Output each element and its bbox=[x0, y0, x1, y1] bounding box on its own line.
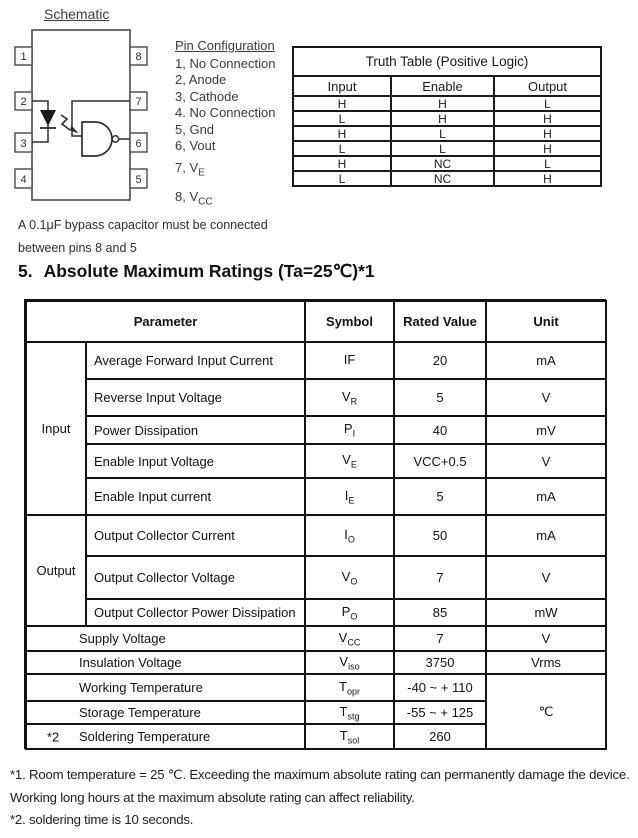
group-input: Input bbox=[26, 342, 86, 515]
truth-table-title: Truth Table (Positive Logic) bbox=[293, 47, 601, 76]
header-rated-value: Rated Value bbox=[394, 301, 486, 342]
symbol-cell: $V_E$ bbox=[305, 444, 394, 478]
footnote-2: *2. soldering time is 10 seconds. bbox=[10, 812, 194, 828]
header-unit: Unit bbox=[486, 301, 606, 342]
led-triangle bbox=[40, 110, 56, 126]
symbol-cell: $I_O$ bbox=[305, 515, 394, 556]
pin-number-6: 6 bbox=[135, 138, 142, 150]
note-line-2: between pins 8 and 5 bbox=[18, 240, 137, 255]
table-row: Storage Temperature $T_{stg}$ -55 ~ + 125 bbox=[26, 701, 606, 724]
group-output: Output bbox=[26, 515, 86, 626]
pin-number-5: 5 bbox=[135, 174, 142, 186]
pin-boxes-right bbox=[130, 47, 147, 188]
footnotes bbox=[10, 764, 630, 832]
symbol-cell: $V_R$ bbox=[305, 379, 394, 416]
symbol-cell: $V_{iso}$ bbox=[305, 651, 394, 674]
table-row: Enable Input Voltage $V_E$ VCC+0.5 V bbox=[26, 444, 606, 478]
pin-config-item-3: 3, Cathode bbox=[175, 88, 239, 104]
pin-boxes-left bbox=[15, 47, 32, 188]
table-row: Insulation Voltage $V_{iso}$ 3750 Vrms bbox=[26, 651, 606, 674]
ratings-table bbox=[25, 300, 607, 750]
truth-table-col-input: Input bbox=[293, 76, 391, 96]
gate-symbol bbox=[82, 122, 112, 156]
pin-number-2: 2 bbox=[20, 96, 27, 108]
enable-wire bbox=[72, 101, 130, 136]
gate-output-bubble bbox=[112, 136, 118, 142]
truth-table bbox=[292, 46, 602, 187]
pin-number-3: 3 bbox=[20, 138, 27, 150]
symbol-cell: $T_{sol}$ bbox=[305, 724, 394, 749]
section-number: 5. bbox=[18, 261, 33, 281]
table-row: Input Average Forward Input Current IF 20 mA bbox=[26, 342, 606, 379]
pin-configuration bbox=[175, 38, 275, 211]
light-arrow-icon bbox=[61, 115, 79, 135]
schematic-title: Schematic bbox=[44, 6, 110, 22]
truth-table-row: H NC L bbox=[293, 156, 601, 171]
table-row: Power Dissipation $P_I$ 40 mV bbox=[26, 416, 606, 444]
bypass-capacitor-note bbox=[18, 214, 268, 259]
pin-config-item-8: 8, $V_{CC}$ bbox=[175, 188, 213, 208]
pin-number-8: 8 bbox=[135, 51, 142, 63]
table-row: Reverse Input Voltage $V_R$ 5 V bbox=[26, 379, 606, 416]
table-row: Output Output Collector Current $I_O$ 50 mA bbox=[26, 515, 606, 556]
pin-configuration-title: Pin Configuration bbox=[175, 38, 275, 53]
truth-table-row: L NC H bbox=[293, 171, 601, 186]
symbol-cell: $P_O$ bbox=[305, 599, 394, 626]
note-line-1: A 0.1μF bypass capacitor must be connected bbox=[18, 218, 268, 232]
truth-table-row: H H L bbox=[293, 96, 601, 111]
symbol-cell: $I_E$ bbox=[305, 478, 394, 515]
truth-table-row: L L H bbox=[293, 141, 601, 156]
symbol-cell: $V_{CC}$ bbox=[305, 626, 394, 651]
symbol-cell: $T_{opr}$ bbox=[305, 674, 394, 701]
unit-celsius-cell: ℃ bbox=[486, 674, 606, 749]
symbol-cell: $V_O$ bbox=[305, 556, 394, 599]
header-symbol: Symbol bbox=[305, 301, 394, 342]
symbol-cell: $T_{stg}$ bbox=[305, 701, 394, 724]
truth-table-col-enable: Enable bbox=[391, 76, 494, 96]
header-parameter: Parameter bbox=[26, 301, 305, 342]
pin-number-7: 7 bbox=[135, 96, 142, 108]
pin-config-item-1: 1, No Connection bbox=[175, 55, 276, 71]
ratings-header-row bbox=[26, 301, 606, 342]
led-wires bbox=[32, 101, 48, 142]
section-heading bbox=[18, 261, 375, 282]
footnote-ref: *2 bbox=[47, 729, 60, 744]
table-row: *2 Soldering Temperature $T_{sol}$ 260 bbox=[26, 724, 606, 749]
table-row: Supply Voltage $V_{CC}$ 7 V bbox=[26, 626, 606, 651]
symbol-cell: IF bbox=[305, 342, 394, 379]
truth-table-col-output: Output bbox=[494, 76, 601, 96]
pin-config-item-5: 5, Gnd bbox=[175, 121, 215, 137]
schematic-diagram bbox=[14, 26, 150, 208]
section-title: Absolute Maximum Ratings (Ta=25℃)*1 bbox=[43, 261, 375, 281]
table-row: Working Temperature $T_{opr}$ -40 ~ + 110 ℃ bbox=[26, 674, 606, 701]
pin-number-1: 1 bbox=[20, 51, 27, 63]
footnote-1: *1. Room temperature = 25 ℃. Exceeding the maximum absolute rating can permanently damage the device. bbox=[10, 767, 630, 782]
table-row: Output Collector Power Dissipation $P_O$ 85 mW bbox=[26, 599, 606, 626]
table-row: Enable Input current $I_E$ 5 mA bbox=[26, 478, 606, 515]
pin-config-item-4: 4. No Connection bbox=[175, 105, 276, 120]
pin-number-4: 4 bbox=[20, 174, 27, 186]
pin-config-item-6: 6, Vout bbox=[175, 138, 216, 153]
truth-table-row: H L H bbox=[293, 126, 601, 141]
truth-table-row: L H H bbox=[293, 111, 601, 126]
pin-config-item-2: 2, Anode bbox=[175, 72, 227, 87]
soldering-parameter-cell: *2 Soldering Temperature bbox=[26, 724, 305, 749]
symbol-cell: $P_I$ bbox=[305, 416, 394, 444]
pin-config-item-7: 7, $V_E$ bbox=[175, 159, 205, 179]
table-row: Output Collector Voltage $V_O$ 7 V bbox=[26, 556, 606, 599]
footnote-1-continued: Working long hours at the maximum absolute rating can affect reliability. bbox=[10, 789, 415, 805]
